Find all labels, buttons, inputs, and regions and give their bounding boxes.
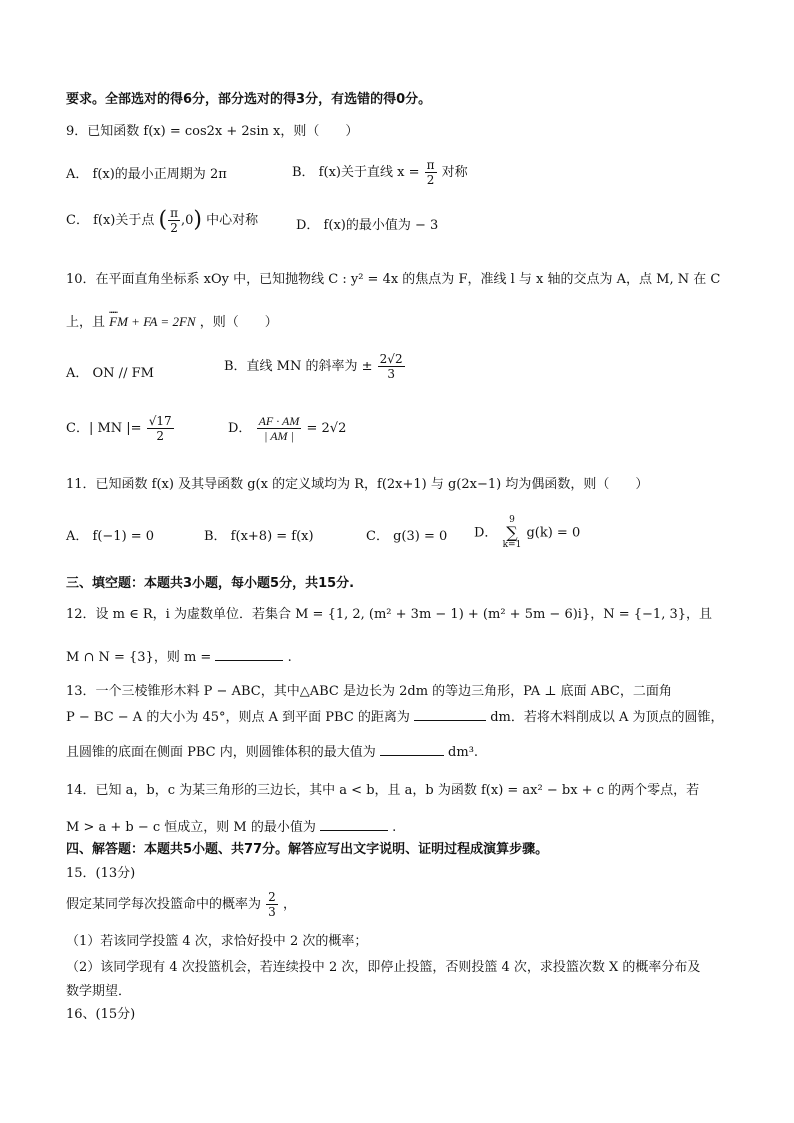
q13-line3: 且圆锥的底面在侧面 PBC 内，则圆锥体积的最大值为 dm³. [66,745,479,760]
q15-part-2: （2）该同学现有 4 次投篮机会，若连续投中 2 次，即停止投篮，否则投篮 4 次，求投篮次数 X 的概率分布及 [66,960,701,975]
q10-option-d: D． $\frac{AF \cdot AM}{| AM |}$ = 2√2 [228,414,347,443]
q12-answer-blank[interactable] [215,648,283,661]
q10-stem-line2: 上，且 ┅┅ FM + FA = 2FN ，则（ ） [66,314,278,331]
q13-line1: 13．一个三棱锥形木料 P − ABC，其中△ABC 是边长为 2dm 的等边三角形，PA ⊥ 底面 ABC，二面角 [66,684,672,699]
q14-line2: M > a + b − c 恒成立，则 M 的最小值为 . [66,820,397,835]
q9-option-d: D． f(x)的最小值为 − 3 [296,218,439,233]
q9-c-fraction: $\frac{\pi}{2}$ [170,206,178,235]
q10-option-c: C．| MN |= $\frac{√17}{2}$ [66,414,172,443]
q11-option-d: D． 9 ∑ k=1 g(k) = 0 [474,515,581,550]
q11-option-b: B． f(x+8) = f(x) [204,529,314,544]
q14-line1: 14．已知 a，b，c 为某三角形的三边长，其中 a < b，且 a，b 为函数 f(x) = ax² − bx + c 的两个零点，若 [66,783,700,798]
q9-option-c: C． f(x)关于点 ( $\frac{\pi}{2}$ ,0) 中心对称 [66,206,259,235]
section-4-heading: 四、解答题：本题共5小题、共77分。解答应写出文字说明、证明过程成演算步骤。 [66,842,549,857]
q14-answer-blank[interactable] [320,818,388,831]
q10-b-fraction: $\frac{2√2}{3}$ [379,352,403,381]
q13-answer-blank-1[interactable] [414,708,486,721]
q12-line2: M ∩ N = {3}，则 m = . [66,650,292,665]
q13-line2: P − BC − A 的大小为 45°，则点 A 到平面 PBC 的距离为 dm．若将木料削成以 A 为顶点的圆锥， [66,710,724,725]
q11-stem: 11．已知函数 f(x) 及其导函数 g(x 的定义域均为 R，f(2x+1) 与 g(2x−1) 均为偶函数，则（ ） [66,477,649,492]
q11-d-summation: 9 ∑ k=1 [502,515,522,550]
q9-c-tail: 中心对称 [206,213,259,228]
q11-option-c: C． g(3) = 0 [366,529,448,544]
q10-d-fraction: $\frac{AF \cdot AM}{| AM |}$ [258,414,300,443]
section-3-heading: 三、填空题：本题共3小题，每小题5分，共15分. [66,576,355,591]
q15-stem: 假定某同学每次投篮命中的概率为 $\frac{2}{3}$ ， [66,890,296,919]
q9-b-fraction: $\frac{\pi}{2}$ [426,158,435,187]
q9-option-a: A． f(x)的最小正周期为 2π [66,167,227,182]
q10-option-b: B．直线 MN 的斜率为 ± $\frac{2√2}{3}$ [224,352,403,381]
q15-heading: 15．(13分) [66,866,136,881]
q9-c-text: C． f(x)关于点 [66,213,155,228]
q9-stem: 9．已知函数 f(x) = cos2x + 2sin x，则（ ） [66,124,359,139]
q10-c-fraction: $\frac{√17}{2}$ [148,414,172,443]
q13-answer-blank-2[interactable] [380,743,444,756]
q15-part-1: （1）若该同学投篮 4 次，求恰好投中 2 次的概率； [66,934,368,949]
q9-option-b [292,158,468,187]
q9-b-tail: 对称 [441,165,468,180]
q15-probability-fraction: $\frac{2}{3}$ [268,890,276,919]
q11-option-a: A． f(−1) = 0 [66,529,155,544]
q16-heading: 16、(15分) [66,1007,136,1022]
q10-vector-expression: ┅┅ FM + FA = 2FN [109,314,195,330]
instruction-text: 要求。全部选对的得6分，部分选对的得3分，有选错的得0分。 [66,92,432,107]
q15-part-2-cont: 数学期望． [66,984,132,999]
q12-line1: 12．设 m ∈ R，i 为虚数单位．若集合 M = {1, 2, (m² + 3m − 1) + (m² + 5m − 6)i}，N = {−1, 3}，且 [66,607,713,622]
q9-b-text: B． f(x)关于直线 x = [292,165,420,180]
q10-option-a: A． ON // FM [66,366,154,381]
q10-stem: 10．在平面直角坐标系 xOy 中，已知抛物线 C : y² = 4x 的焦点为 F，准线 l 与 x 轴的交点为 A，点 M, N 在 C [66,272,721,287]
